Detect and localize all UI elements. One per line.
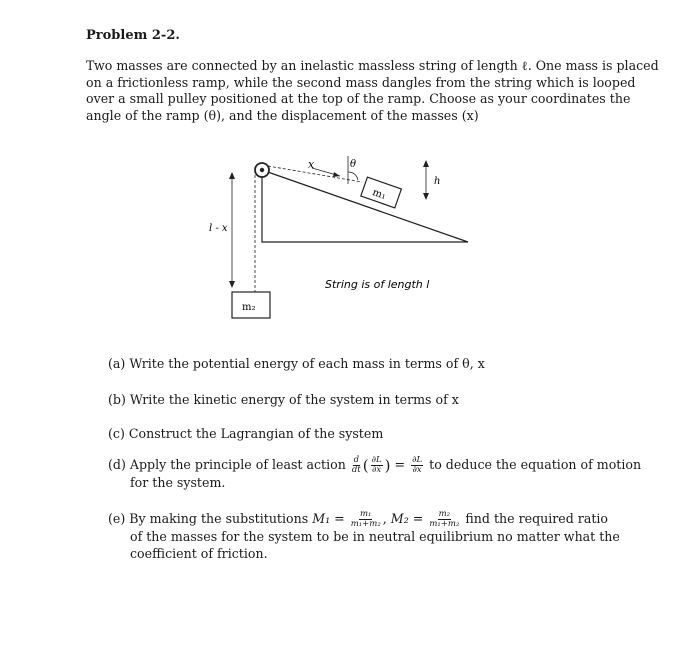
question-e bbox=[108, 510, 620, 562]
M1-symbol: M₁ = bbox=[312, 511, 345, 526]
frac-num: m₂ bbox=[438, 509, 451, 519]
d-dt-fraction bbox=[352, 456, 361, 475]
frac-den: ∂ẋ bbox=[372, 465, 382, 475]
l-minus-x-label: l - x bbox=[209, 223, 228, 234]
frac-num: ∂L bbox=[412, 455, 423, 465]
frac-num: m₁ bbox=[360, 509, 372, 519]
l-arrow-up-icon bbox=[229, 172, 235, 179]
figure-caption: String is of length l bbox=[325, 278, 430, 291]
problem-title: Problem 2-2. bbox=[86, 28, 180, 43]
m2-label: m₂ bbox=[242, 302, 256, 313]
M2-symbol: M₂ = bbox=[390, 511, 424, 526]
question-b: (b) Write the kinetic energy of the system in terms of x bbox=[108, 392, 459, 407]
ramp-pulley-figure bbox=[200, 146, 500, 336]
question-d bbox=[108, 456, 641, 492]
separator: , bbox=[382, 511, 387, 526]
intro-line: Two masses are connected by an inelastic massless string of length ℓ. One mass is placed bbox=[86, 58, 659, 73]
question-a: (a) Write the potential energy of each mass in terms of θ, x bbox=[108, 356, 485, 371]
pulley-axle-icon bbox=[260, 168, 264, 172]
question-e-continuation-2: coefficient of friction. bbox=[130, 545, 268, 561]
frac-den: m₁+m₂ bbox=[350, 519, 381, 529]
m2-fraction bbox=[429, 510, 459, 529]
intro-line: angle of the ramp (θ), and the displacement of the masses (x) bbox=[86, 107, 479, 123]
frac-den: m₁+m₂ bbox=[429, 519, 460, 529]
m1-block bbox=[361, 177, 402, 208]
h-arrow-up-icon bbox=[423, 160, 429, 167]
intro-line: on a frictionless ramp, while the second mass dangles from the string which is looped bbox=[86, 74, 636, 90]
equals-sign: = bbox=[394, 457, 406, 472]
m1-fraction bbox=[351, 510, 381, 529]
x-arrowhead-icon bbox=[333, 172, 340, 177]
dl-dxdot-fraction bbox=[371, 456, 383, 475]
l-arrow-down-icon bbox=[229, 281, 235, 288]
paren-close: ) bbox=[384, 456, 391, 475]
question-e-suffix: find the required ratio bbox=[465, 511, 609, 526]
theta-arc bbox=[348, 172, 358, 180]
dl-dx-fraction bbox=[411, 456, 423, 475]
frac-den: ∂x bbox=[412, 465, 422, 475]
paren-open: ( bbox=[362, 456, 369, 475]
question-d-continuation: for the system. bbox=[130, 475, 226, 490]
intro-line: over a small pulley positioned at the top of the ramp. Choose as your coordinates the bbox=[86, 91, 631, 106]
h-arrow-down-icon bbox=[423, 193, 429, 200]
question-e-continuation-1: of the masses for the system to be in neutral equilibrium no matter what the bbox=[130, 529, 620, 544]
h-label: h bbox=[434, 176, 441, 187]
m1-label: m₁ bbox=[370, 187, 388, 202]
ramp-diagram bbox=[200, 146, 500, 336]
problem-intro bbox=[86, 58, 659, 124]
question-d-suffix: to deduce the equation of motion bbox=[429, 457, 642, 472]
question-d-prefix: (d) Apply the principle of least action bbox=[108, 457, 346, 472]
x-label: x bbox=[308, 158, 315, 171]
frac-den: dt bbox=[351, 465, 361, 475]
theta-label: θ bbox=[350, 159, 357, 170]
frac-num: ∂L bbox=[371, 455, 382, 465]
question-e-prefix: (e) By making the substitutions bbox=[108, 511, 309, 526]
frac-num: d bbox=[353, 455, 360, 465]
question-c: (c) Construct the Lagrangian of the system bbox=[108, 426, 384, 441]
